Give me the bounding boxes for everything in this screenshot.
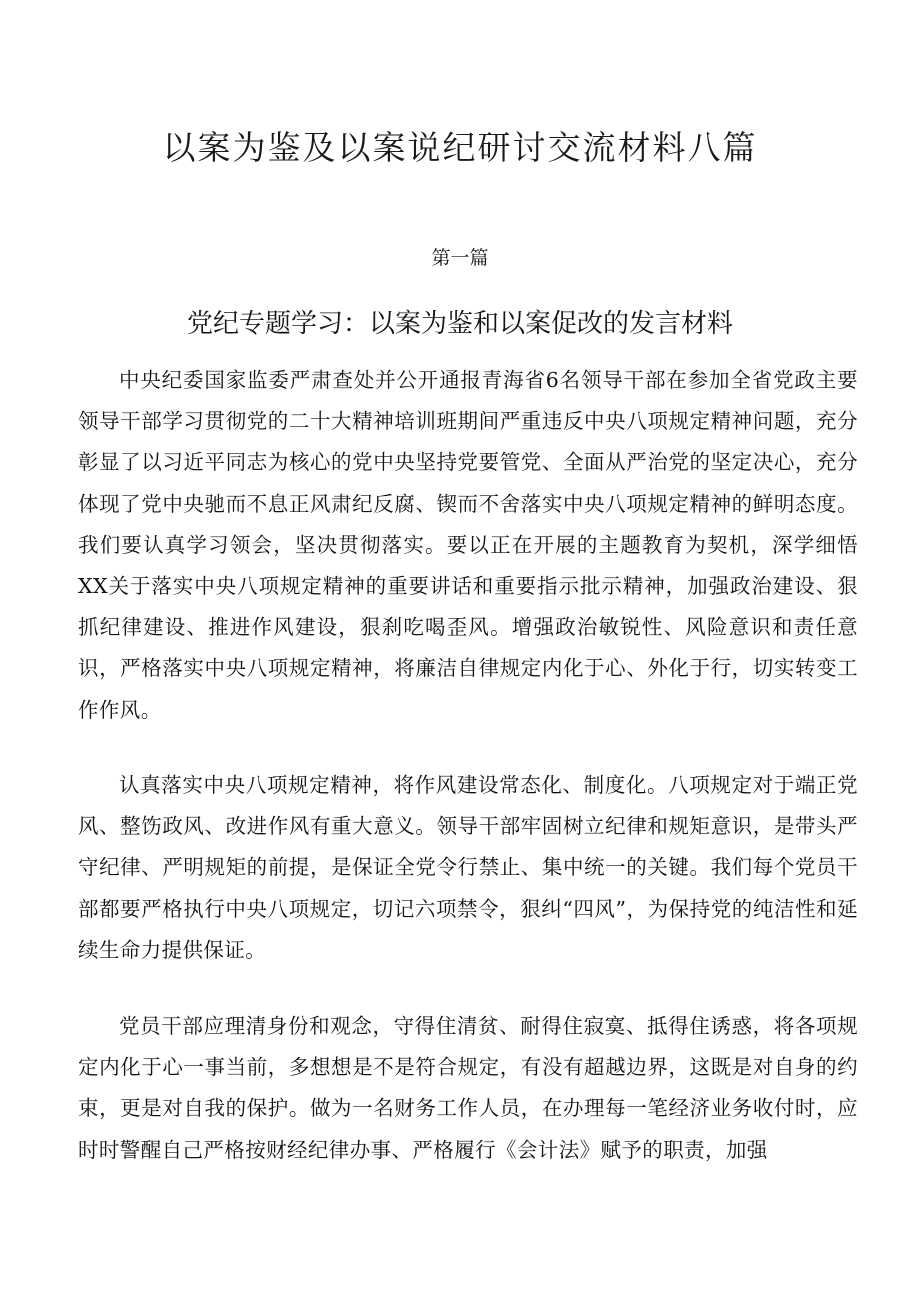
document-title: 以案为鉴及以案说纪研讨交流材料八篇: [162, 128, 758, 167]
body-paragraph-3: 党员干部应理清身份和观念，守得住清贫、耐得住寂寞、抵得住诱惑，将各项规定内化于心一事当前，多想想是不是符合规定，有没有超越边界，这既是对自身的约束，更是对自我的保护。做为一名财务工作人员，在办理每一笔经济业务收付时，应时时警醒自己严格按财经纪律办事、严格履行《会计法》赋予的职责，加强: [78, 1014, 858, 1162]
body-paragraph-2: 认真落实中央八项规定精神，将作风建设常态化、制度化。八项规定对于端正党风、整饬政风、改进作风有重大意义。领导干部牢固树立纪律和规矩意识，是带头严守纪律、严明规矩的前提，是保证全党令行禁止、集中统一的关键。我们每个党员干部都要严格执行中央八项规定，切记六项禁令，狠纠“四风”，为保持党的纯洁性和延续生命力提供保证。: [78, 773, 858, 962]
section-label: 第一篇: [431, 247, 489, 269]
section-heading: 党纪专题学习：以案为鉴和以案促改的发言材料: [186, 309, 733, 339]
body-paragraph-1: 中央纪委国家监委严肃查处并公开通报青海省6名领导干部在参加全省党政主要领导干部学习贯彻党的二十大精神培训班期间严重违反中央八项规定精神问题，充分彰显了以习近平同志为核心的党中央坚持党要管党、全面从严治党的坚定决心，充分体现了党中央驰而不息正风肃纪反腐、锲而不舍落实中央八项规定精神的鲜明态度。我们要认真学习领会，坚决贯彻落实。要以正在开展的主题教育为契机，深学细悟XX关于落实中央八项规定精神的重要讲话和重要指示批示精神，加强政治建设、狠抓纪律建设、推进作风建设，狠刹吃喝歪风。增强政治敏锐性、风险意识和责任意识，严格落实中央八项规定精神，将廉洁自律规定内化于心、外化于行，切实转变工作作风。: [78, 368, 858, 722]
